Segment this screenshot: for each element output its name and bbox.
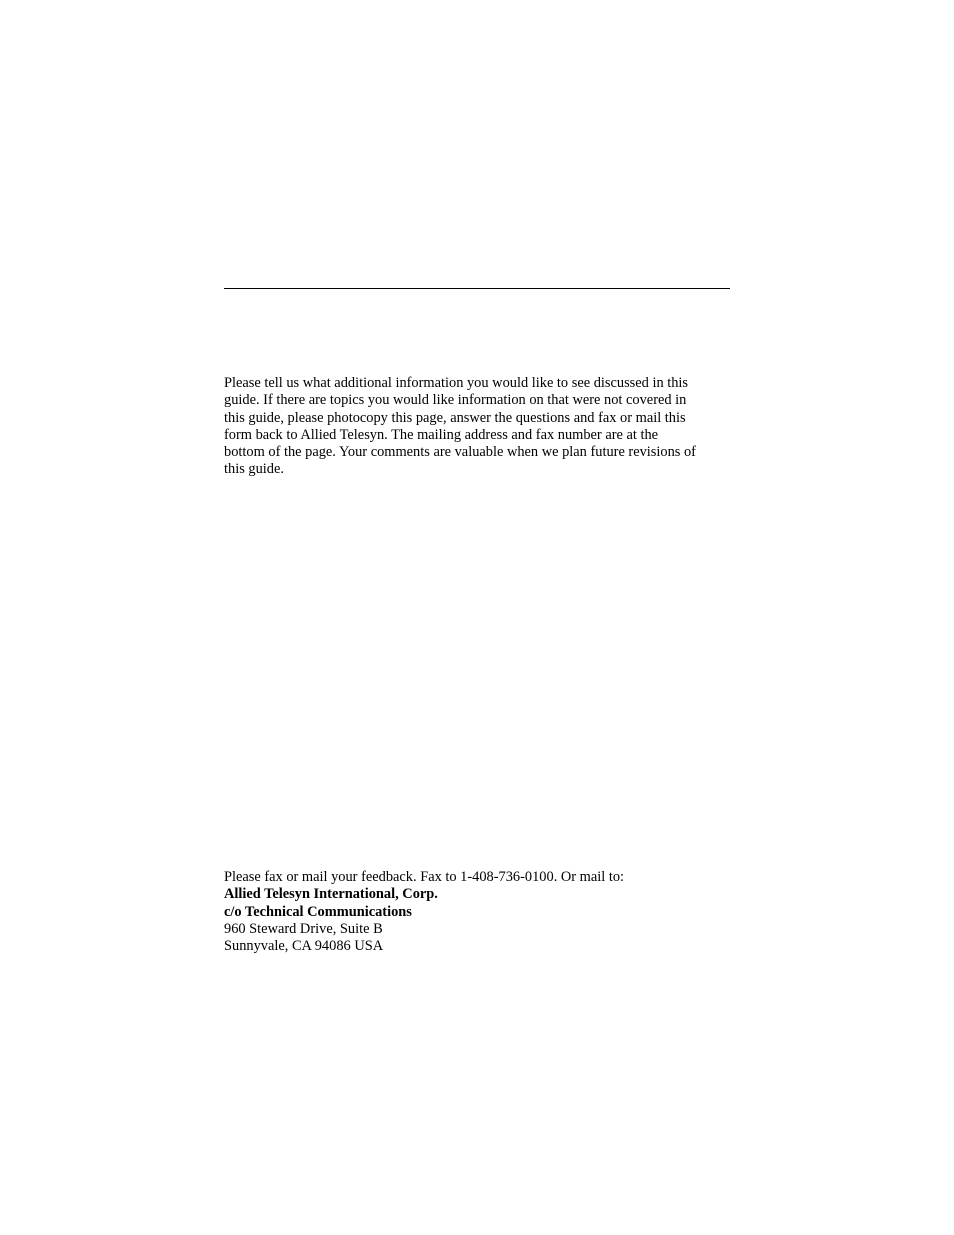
company-name: Allied Telesyn International, Corp. [224,886,438,903]
city-address: Sunnyvale, CA 94086 USA [224,938,384,955]
intro-line: this guide, please photocopy this page, answer the questions and fax or mail this [224,409,686,426]
intro-paragraph [224,375,730,479]
intro-line: guide. If there are topics you would like information on that were not covered in [224,392,687,409]
intro-line: form back to Allied Telesyn. The mailing address and fax number are at the [224,426,659,443]
contact-instruction: Please fax or mail your feedback. Fax to 1-408-736-0100. Or mail to: [224,869,625,885]
department-name: c/o Technical Communications [224,903,412,920]
street-address: 960 Steward Drive, Suite B [224,920,383,937]
horizontal-rule [224,288,730,289]
intro-line: bottom of the page. Your comments are valuable when we plan future revisions of [224,444,696,461]
intro-line: Please tell us what additional information you would like to see discussed in this [224,375,689,391]
contact-block [224,869,730,955]
intro-line: this guide. [224,461,284,478]
